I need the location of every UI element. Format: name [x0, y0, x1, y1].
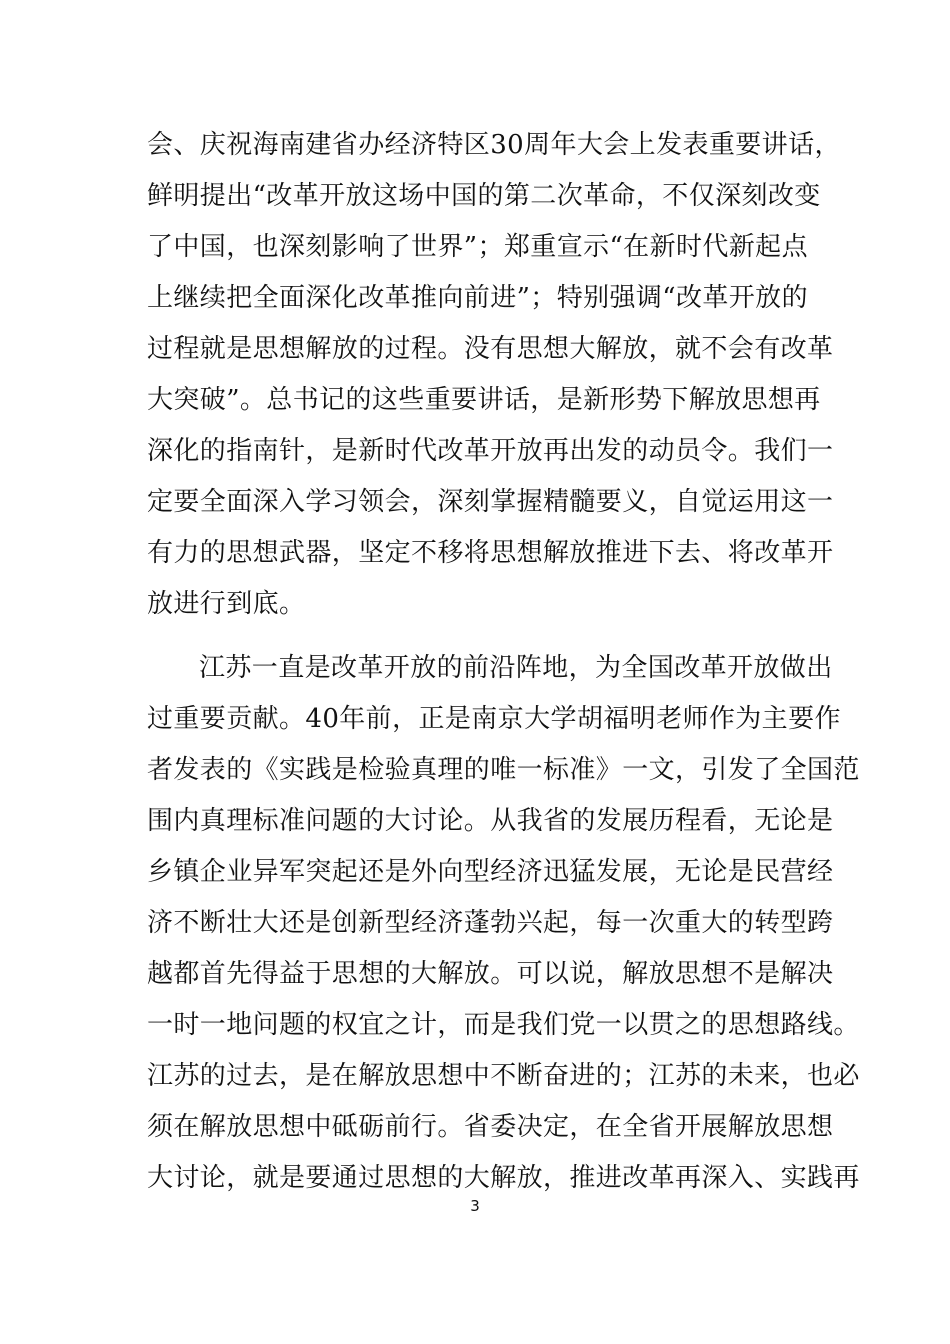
text-line: 越都首先得益于思想的大解放。可以说，解放思想不是解决 — [147, 959, 834, 989]
text-line: 围内真理标准问题的大讨论。从我省的发展历程看，无论是 — [147, 806, 834, 836]
text-line: 过重要贡献。40年前，正是南京大学胡福明老师作为主要作 — [147, 704, 841, 734]
text-line: 者发表的《实践是检验真理的唯一标准》一文，引发了全国范 — [147, 755, 860, 785]
text-line: 会、庆祝海南建省办经济特区30周年大会上发表重要讲话， — [147, 130, 841, 160]
text-line: 济不断壮大还是创新型经济蓬勃兴起，每一次重大的转型跨 — [147, 908, 834, 938]
text-line: 江苏一直是改革开放的前沿阵地，为全国改革开放做出 — [199, 653, 833, 683]
text-line: 深化的指南针，是新时代改革开放再出发的动员令。我们一 — [147, 436, 834, 466]
page-number: 3 — [470, 1197, 480, 1215]
text-line: 鲜明提出“改革开放这场中国的第二次革命，不仅深刻改变 — [147, 181, 821, 211]
text-line: 定要全面深入学习领会，深刻掌握精髓要义，自觉运用这一 — [147, 487, 834, 517]
text-line: 一时一地问题的权宜之计，而是我们党一以贯之的思想路线。 — [147, 1010, 860, 1040]
text-line: 了中国，也深刻影响了世界”；郑重宣示“在新时代新起点 — [147, 232, 808, 262]
text-line: 放进行到底。 — [147, 589, 306, 619]
text-line: 有力的思想武器，坚定不移将思想解放推进下去、将改革开 — [147, 538, 834, 568]
text-line: 须在解放思想中砥砺前行。省委决定，在全省开展解放思想 — [147, 1112, 834, 1142]
text-line: 大讨论，就是要通过思想的大解放，推进改革再深入、实践再 — [147, 1163, 860, 1193]
text-line: 上继续把全面深化改革推向前进”；特别强调“改革开放的 — [147, 283, 808, 313]
text-line: 江苏的过去，是在解放思想中不断奋进的；江苏的未来，也必 — [147, 1061, 860, 1091]
text-line: 过程就是思想解放的过程。没有思想大解放，就不会有改革 — [147, 334, 834, 364]
text-line: 大突破”。总书记的这些重要讲话，是新形势下解放思想再 — [147, 385, 821, 415]
text-line: 乡镇企业异军突起还是外向型经济迅猛发展，无论是民营经 — [147, 857, 834, 887]
